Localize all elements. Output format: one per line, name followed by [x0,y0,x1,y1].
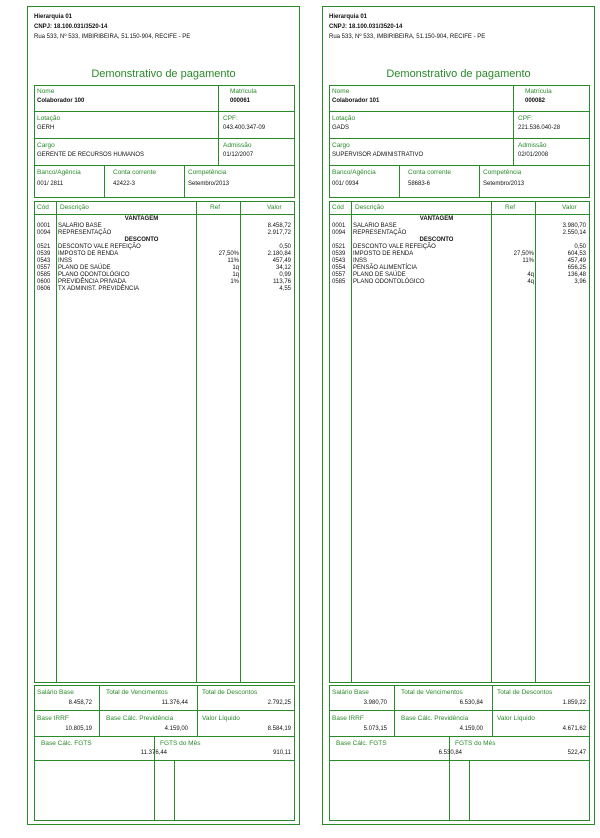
item-cod: 0094 [332,230,346,236]
totals-box [329,685,590,821]
salario-base-value: 3.980,70 [363,700,387,706]
item-descricao: DESCONTO VALE REFEIÇÃO [353,244,436,250]
items-table [329,201,590,683]
table-row [330,272,589,279]
table-row [330,258,589,265]
base-irrf-label: Base IRRF [37,715,69,722]
total-vencimentos-label: Total de Vencimentos [401,689,463,696]
base-previdencia-value: 4.159,00 [459,726,483,732]
item-descricao: PLANO ODONTOLÓGICO [353,279,425,285]
items-rows [330,216,589,676]
col-descricao-header: Descrição [355,204,384,211]
valor-liquido-value: 4.671,62 [562,726,586,732]
item-ref: 27,50% [218,251,239,257]
banco-label: Banco/Agência [37,169,81,176]
total-descontos-label: Total de Descontos [497,689,553,696]
total-descontos-value: 2.792,25 [267,700,291,706]
fgts-mes-value: 910,11 [273,750,291,756]
lotacao-label: Lotação [332,115,356,122]
item-cod: 0585 [332,279,346,285]
item-cod: 0543 [37,258,51,264]
item-ref: 4q [527,272,534,278]
table-row [35,223,294,230]
item-descricao: PENSÃO ALIMENTÍCIA [353,265,418,271]
base-previdencia-value: 4.159,00 [164,726,188,732]
table-row [35,272,294,279]
employee-info-box [329,85,590,198]
nome-value: Colaborador 100 [37,98,85,104]
item-cod: 0521 [37,244,51,250]
item-cod: 0539 [332,251,346,257]
item-descricao: PREVIDÊNCIA PRIVADA [58,279,126,285]
conta-value: 58683-6 [408,181,431,187]
table-row [35,258,294,265]
valor-liquido-label: Valor Líquido [497,715,535,722]
item-cod: 0539 [37,251,51,257]
section-header: VANTAGEM [124,216,159,222]
item-descricao: DESCONTO VALE REFEIÇÃO [58,244,141,250]
competencia-value: Setembro/2013 [188,181,230,187]
company-name: Hierarquia 01 [329,14,368,20]
cargo-value: SUPERVISOR ADMINISTRATIVO [332,152,424,158]
table-row [330,244,589,251]
item-ref: 11% [522,258,534,264]
item-valor: 8.458,72 [267,223,291,229]
company-address: Rua 533, Nº 533, IMBIRIBEIRA, 51.150-904, RECIFE - PE [329,34,486,40]
section-header: DESCONTO [124,237,159,243]
totals-box [34,685,295,821]
table-row [35,286,294,293]
conta-label: Conta corrente [408,169,451,176]
col-cod-header: Cód [332,204,344,211]
item-cod: 0521 [332,244,346,250]
competencia-label: Competência [188,169,227,176]
salario-base-label: Salário Base [37,689,74,696]
total-vencimentos-value: 11.376,44 [161,700,188,706]
item-ref: 11% [227,258,239,264]
item-descricao: IMPOSTO DE RENDA [58,251,119,257]
admissao-value: 02/01/2008 [518,152,549,158]
company-name: Hierarquia 01 [34,14,73,20]
conta-value: 42422-3 [113,181,136,187]
employee-info-box [34,85,295,198]
item-valor: 136,48 [567,272,586,278]
lotacao-value: GERH [37,125,55,131]
item-cod: 0606 [37,286,51,292]
total-vencimentos-label: Total de Vencimentos [106,689,168,696]
fgts-mes-label: FGTS do Mês [455,740,496,747]
item-cod: 0094 [37,230,51,236]
item-cod: 0557 [37,265,51,271]
table-row [35,265,294,272]
item-valor: 2.917,72 [267,230,291,236]
salario-base-value: 8.458,72 [68,700,92,706]
item-valor: 457,49 [272,258,291,264]
item-ref: 27,50% [513,251,534,257]
item-descricao: INSS [353,258,368,264]
item-cod: 0585 [37,272,51,278]
item-valor: 3.980,70 [562,223,586,229]
item-ref: 1% [230,279,239,285]
company-address: Rua 533, Nº 533, IMBIRIBEIRA, 51.150-904, RECIFE - PE [34,34,191,40]
base-irrf-label: Base IRRF [332,715,364,722]
col-ref-header: Ref [505,204,516,211]
cpf-label: CPF: [518,115,533,122]
item-valor: 3,96 [574,279,586,285]
document-title: Demonstrativo de pagamento [386,68,531,80]
item-descricao: REPRESENTAÇÃO [353,230,407,236]
cargo-label: Cargo [332,142,350,149]
col-valor-header: Valor [562,204,577,211]
item-valor: 656,25 [567,265,586,271]
cpf-value: 043.400.347-09 [223,125,266,131]
col-descricao-header: Descrição [60,204,89,211]
lotacao-value: GADS [332,125,350,131]
company-cnpj: CNPJ: 18.100.031/3520-14 [34,24,108,30]
cpf-label: CPF: [223,115,238,122]
nome-label: Nome [332,88,350,95]
total-descontos-value: 1.859,22 [562,700,586,706]
admissao-value: 01/12/2007 [223,152,254,158]
banco-label: Banco/Agência [332,169,376,176]
payslip-right [322,6,595,825]
nome-value: Colaborador 101 [332,98,380,104]
payslip-left [27,6,300,825]
base-previdencia-label: Base Cálc. Previdência [106,715,174,722]
item-valor: 0,50 [574,244,586,250]
item-cod: 0600 [37,279,51,285]
matricula-label: Matrícula [230,88,257,95]
table-row [330,265,589,272]
total-vencimentos-value: 6.530,84 [459,700,483,706]
nome-label: Nome [37,88,55,95]
item-valor: 4,55 [279,286,291,292]
item-descricao: REPRESENTAÇÃO [58,230,112,236]
item-cod: 0543 [332,258,346,264]
lotacao-label: Lotação [37,115,61,122]
matricula-value: 000061 [230,98,251,104]
item-ref: 1q [232,272,239,278]
base-fgts-value: 11.376,44 [140,750,167,756]
base-fgts-label: Base Cálc. FGTS [41,740,92,747]
items-rows [35,216,294,676]
item-valor: 604,53 [567,251,586,257]
item-cod: 0001 [332,223,346,229]
matricula-label: Matrícula [525,88,552,95]
matricula-value: 000082 [525,98,546,104]
item-cod: 0554 [332,265,346,271]
item-descricao: TX ADMINIST. PREVIDÊNCIA [58,286,140,292]
base-fgts-value: 6.530,84 [438,750,462,756]
base-previdencia-label: Base Cálc. Previdência [401,715,469,722]
item-descricao: PLANO DE SAÚDE [58,265,111,271]
table-row [330,230,589,237]
document-title: Demonstrativo de pagamento [91,68,236,80]
items-table [34,201,295,683]
valor-liquido-value: 8.584,19 [267,726,291,732]
admissao-label: Admissão [518,142,547,149]
item-descricao: INSS [58,258,73,264]
base-irrf-value: 5.073,15 [363,726,387,732]
item-valor: 457,49 [567,258,586,264]
table-row [330,251,589,258]
base-fgts-label: Base Cálc. FGTS [336,740,387,747]
item-valor: 0,99 [279,272,291,278]
fgts-mes-label: FGTS do Mês [160,740,201,747]
item-ref: 1q [232,265,239,271]
item-descricao: SALARIO BASE [353,223,397,229]
section-header: DESCONTO [419,237,454,243]
table-row [330,279,589,286]
item-descricao: IMPOSTO DE RENDA [353,251,414,257]
table-row [35,279,294,286]
base-irrf-value: 10.805,19 [65,726,92,732]
item-valor: 113,76 [273,279,291,285]
banco-value: 001/ 0934 [332,181,359,187]
admissao-label: Admissão [223,142,252,149]
col-valor-header: Valor [267,204,282,211]
col-ref-header: Ref [210,204,221,211]
item-valor: 2.180,84 [267,251,291,257]
cpf-value: 221.536.040-28 [518,125,561,131]
item-descricao: SALARIO BASE [58,223,102,229]
item-ref: 4q [527,279,534,285]
item-descricao: PLANO DE SAÚDE [353,272,406,278]
fgts-mes-value: 522,47 [567,750,586,756]
col-cod-header: Cód [37,204,49,211]
competencia-label: Competência [483,169,522,176]
table-row [35,251,294,258]
cargo-value: GERENTE DE RECURSOS HUMANOS [37,152,145,158]
item-descricao: PLANO ODONTOLÓGICO [58,272,130,278]
item-cod: 0001 [37,223,51,229]
item-valor: 0,50 [279,244,291,250]
company-cnpj: CNPJ: 18.100.031/3520-14 [329,24,403,30]
item-valor: 2.550,14 [562,230,586,236]
salario-base-label: Salário Base [332,689,369,696]
item-cod: 0557 [332,272,346,278]
table-row [35,244,294,251]
section-header: VANTAGEM [419,216,454,222]
valor-liquido-label: Valor Líquido [202,715,240,722]
item-valor: 34,12 [275,265,291,271]
conta-label: Conta corrente [113,169,156,176]
total-descontos-label: Total de Descontos [202,689,258,696]
cargo-label: Cargo [37,142,55,149]
competencia-value: Setembro/2013 [483,181,525,187]
banco-value: 001/ 2811 [37,181,64,187]
table-row [35,230,294,237]
table-row [330,223,589,230]
